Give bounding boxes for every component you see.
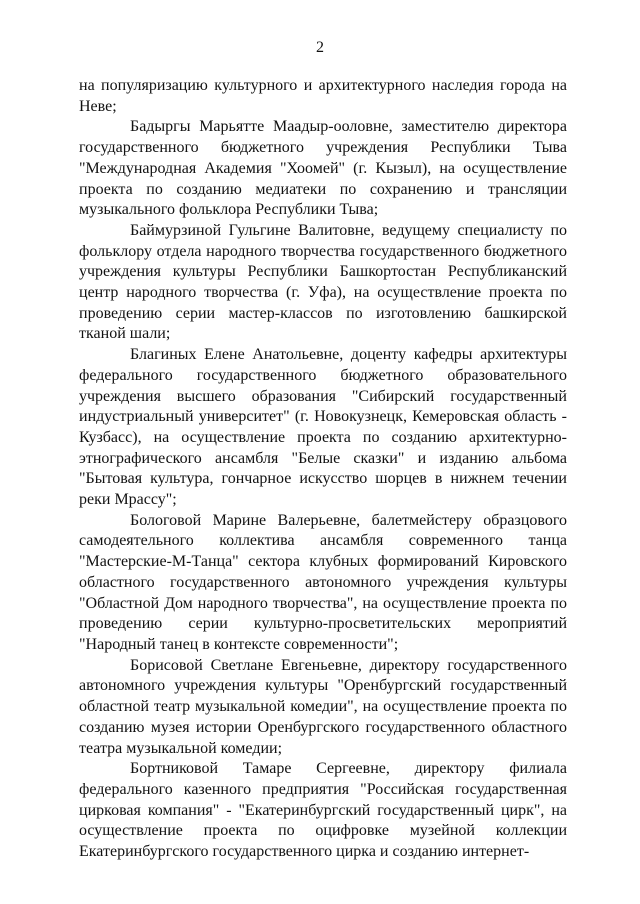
document-body — [79, 76, 567, 863]
paragraph-blaginykh: Благиных Елене Анатольевне, доценту кафедры архитектуры федерального государственного бюджетного образовательного учреждения высшего образования "Сибирский государственный индустриальный университет" (г. Новокузнецк, Кемеровская область - Кузбасс), на осуществление проекта по созданию архитектурно-этнографического ансамбля "Белые сказки" и изданию альбома "Бытовая культура, гончарное искусство шорцев в нижнем течении реки Мрассу"; — [79, 346, 567, 509]
paragraph-bortnikova: Бортниковой Тамаре Сергеевне, директору филиала федерального казенного предприятия "Российская государственная цирковая компания" - "Екатеринбургский государственный цирк", на осуществление проекта по оцифровке музейной коллекции Екатеринбургского государственного цирка и созданию интернет- — [79, 760, 567, 861]
paragraph-borisova: Борисовой Светлане Евгеньевне, директору государственного автономного учреждения культуры "Оренбургский государственный областной театр музыкальной комедии", на осуществление проекта по созданию музея истории Оренбургского государственного областного театра музыкальной комедии; — [79, 656, 567, 757]
paragraph-badyrgy: Бадыргы Марьятте Маадыр-ооловне, заместителю директора государственного бюджетного учреждения Республики Тыва "Международная Академия "Хоомей" (г. Кызыл), на осуществление проекта по созданию медиатеки по сохранению и трансляции музыкального фольклора Республики Тыва; — [79, 118, 567, 219]
paragraph-continuation: на популяризацию культурного и архитектурного наследия города на Неве; — [79, 77, 567, 115]
paragraph-bologova: Бологовой Марине Валерьевне, балетмейстеру образцового самодеятельного коллектива ансамбля современного танца "Мастерские-М-Танца" сектора клубных формирований Кировского областного государственного автономного учреждения культуры "Областной Дом народного творчества", на осуществление проекта по проведению серии культурно-просветительских мероприятий "Народный танец в контексте современности"; — [79, 511, 567, 653]
paragraph-baymurzina: Баймурзиной Гульгине Валитовне, ведущему специалисту по фольклору отдела народного творчества государственного бюджетного учреждения культуры Республики Башкортостан Республиканский центр народного творчества (г. Уфа), на осуществление проекта по проведению серии мастер-классов по изготовлению башкирской тканой шали; — [79, 221, 567, 343]
page-number: 2 — [316, 39, 324, 56]
